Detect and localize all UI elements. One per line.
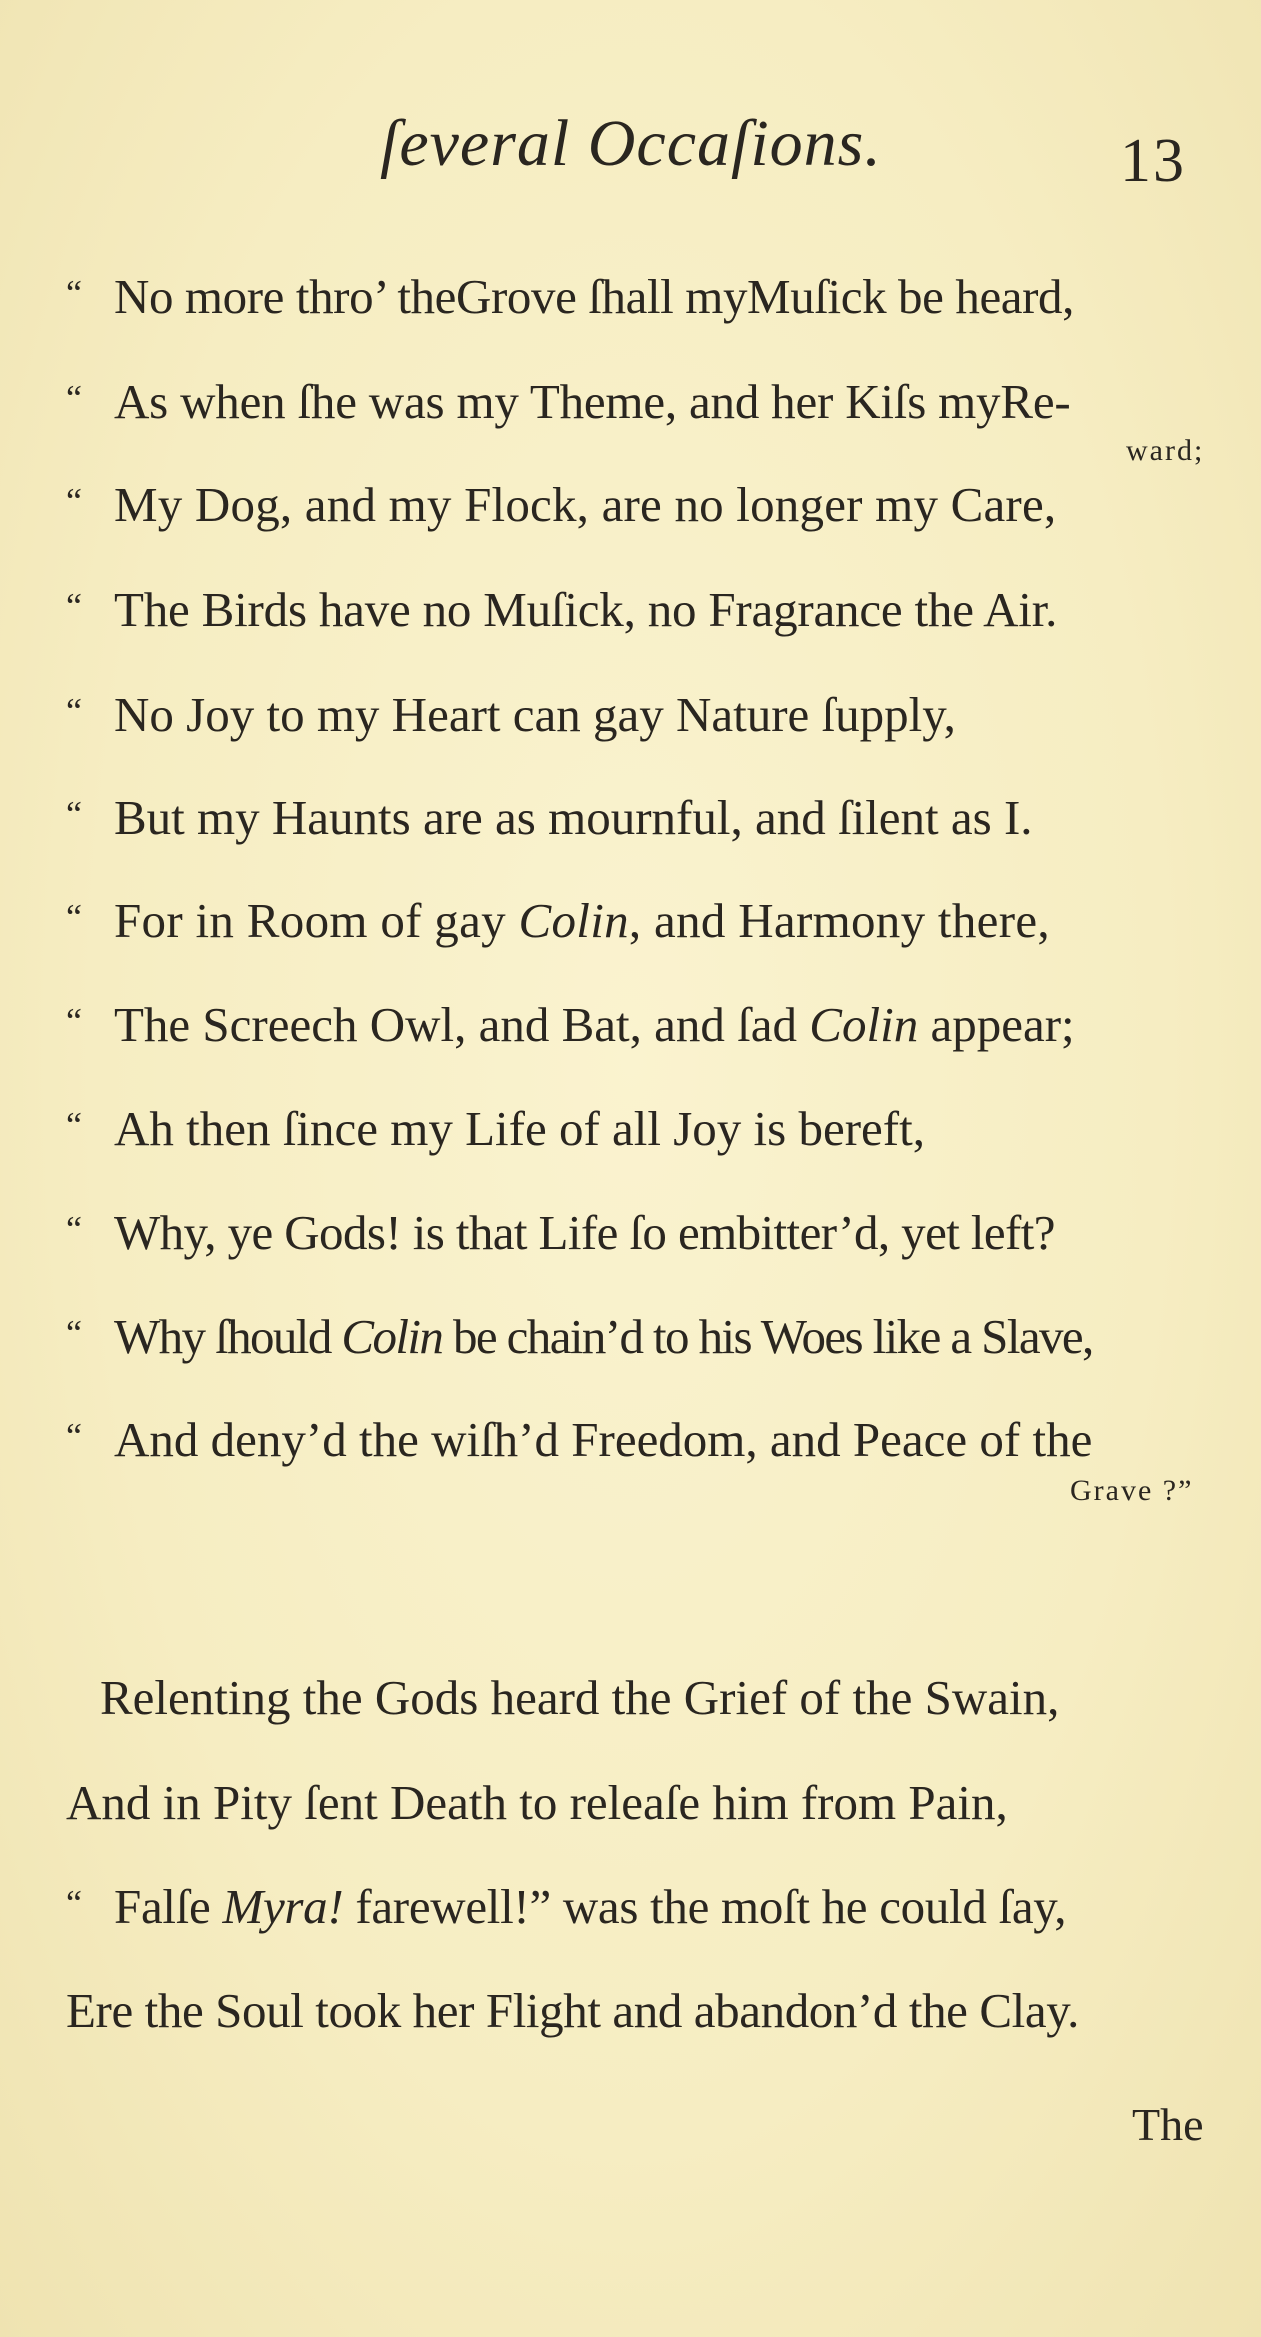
quote-mark: “ (66, 1416, 82, 1456)
running-head (0, 96, 1261, 196)
verse-line: “ For in Room of gay Colin, and Harmony there, (66, 893, 1050, 948)
verse-line: Ere the Soul took her Flight and abandon’d the Clay. (66, 1983, 1079, 2038)
verse-line: “ And deny’d the wiſh’d Freedom, and Peace of the (66, 1412, 1093, 1467)
quote-mark: “ (66, 794, 82, 834)
quote-mark: “ (66, 1001, 82, 1041)
quote-mark: “ (66, 1883, 82, 1923)
quote-mark: “ (66, 1313, 81, 1353)
verse-line: “ The Birds have no Muſick, no Fragrance the Air. (66, 582, 1058, 637)
quote-mark: “ (66, 691, 82, 731)
quote-mark: “ (66, 481, 83, 521)
turnover-word: Grave ?” (1070, 1474, 1194, 1507)
quote-mark: “ (66, 586, 82, 626)
verse-line: “ But my Haunts are as mournful, and ſilent as I. (66, 790, 1033, 845)
quote-mark: “ (66, 897, 83, 937)
catchword: The (1132, 2099, 1204, 2150)
running-title: ſeveral Occaſions. (380, 107, 882, 180)
verse-line: “ The Screech Owl, and Bat, and ſad Colin appear; (66, 997, 1075, 1052)
verse-line: “ No Joy to my Heart can gay Nature ſupply, (66, 687, 956, 742)
verse-line: “ My Dog, and my Flock, are no longer my Care, (66, 477, 1057, 532)
verse-line: “ No more thro’ theGrove ſhall myMuſick be heard, (66, 269, 1075, 324)
quote-mark: “ (66, 1209, 82, 1249)
verse-line: “ Why, ye Gods! is that Life ſo embitter’d, yet left? (66, 1205, 1055, 1260)
verse-line: Relenting the Gods heard the Grief of the Swain, (100, 1670, 1060, 1725)
quote-mark: “ (66, 1105, 82, 1145)
verse-line: “ Why ſhould Colin be chain’d to his Woes like a Slave, (66, 1309, 1093, 1364)
quote-mark: “ (66, 378, 82, 418)
quote-mark: “ (66, 273, 82, 313)
verse-line: “ As when ſhe was my Theme, and her Kiſs myRe- (66, 374, 1071, 429)
page-number: 13 (1120, 127, 1186, 195)
turnover-word: ward; (1126, 434, 1205, 467)
verse-line: “ Ah then ſince my Life of all Joy is bereft, (66, 1101, 925, 1156)
verse-line: And in Pity ſent Death to releaſe him from Pain, (66, 1775, 1008, 1830)
verse-line: “ Falſe Myra! farewell!” was the moſt he could ſay, (66, 1879, 1067, 1934)
